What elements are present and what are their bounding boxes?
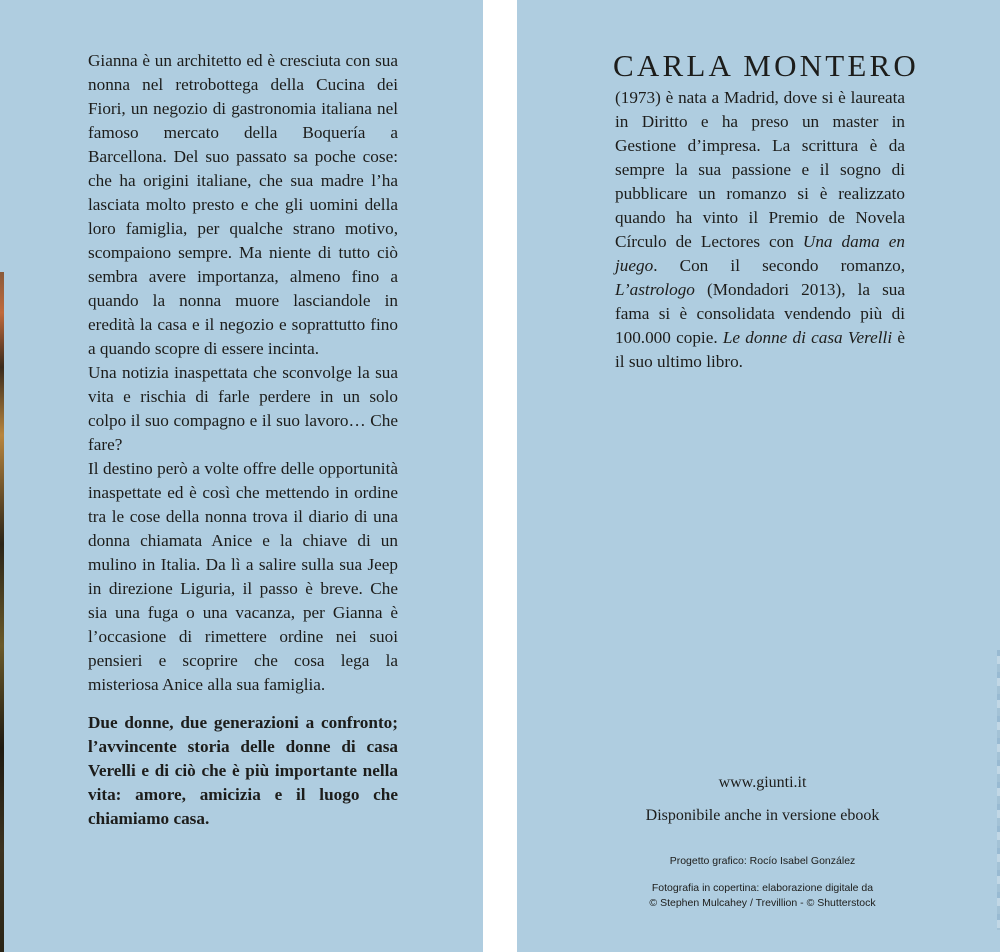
cover-photo-edge [0, 272, 4, 952]
synopsis-paragraph: Una notizia inaspettata che sconvolge la sua vita e rischia di farle perdere in un solo colpo il suo compagno e il suo lavoro… Che fare? [88, 363, 398, 454]
photo-credit-line: © Stephen Mulcahey / Trevillion - © Shutterstock [649, 897, 876, 909]
bio-text: (Mondadori 2013), la sua fama si è consolidata vendendo più di 100.000 copie. [615, 280, 905, 347]
synopsis-paragraph: Gianna è un architetto ed è cresciuta con sua nonna nel retrobottega della Cucina dei Fiori, un negozio di gastronomia italiana nel famoso mercato della Boquería a Barcellona. Del suo passato sa poche cose: che ha origini italiane, che sua madre l’ha lasciata molto presto e che gli uomini della loro famiglia, per qualche strano motivo, scompaiono sempre. Ma niente di tutto ciò sembra avere importanza, almeno fino a quando la nonna muore lasciandole in eredità la casa e il negozio e soprattutto fino a quando scopre di essere incinta. [88, 51, 398, 358]
author-name: CARLA MONTERO [613, 48, 919, 83]
synopsis [88, 49, 398, 831]
photo-credit-line: Fotografia in copertina: elaborazione digitale da [651, 882, 874, 894]
book-title: L’astrologo [615, 280, 695, 299]
synopsis-paragraph: Il destino però a volte offre delle opportunità inaspettate ed è così che mettendo in ordine tra le cose della nonna trova il diario di una donna chiamata Anice e la chiave di un mulino in Italia. Da lì a salire sulla sua Jeep in direzione Liguria, il passo è breve. Che sia una fuga o una vacanza, per Gianna è l’occasione di rimettere ordine nei suoi pensieri e scoprire che cosa lega la misteriosa Anice alla sua famiglia. [88, 459, 398, 694]
design-credit: Progetto grafico: Rocío Isabel González [669, 855, 856, 867]
photo-credit [517, 881, 1000, 911]
bio-text: (1973) è nata a Madrid, dove si è laureata in Diritto e ha preso un master in Gestione d’impresa. La scrittura è da sempre la sua passione e il sogno di pubblicare un romanzo si è realizzato quando ha vinto il Premio de Novela Círculo de Lectores con [615, 88, 905, 251]
synopsis-tagline: Due donne, due generazioni a confronto; l’avvincente storia delle donne di casa Verelli e di ciò che è più importante nella vita: amore, amicizia e il luogo che chiamiamo casa. [88, 713, 398, 828]
bio-text: . Con il secondo romanzo, [653, 256, 905, 275]
author-bio-paragraph [615, 86, 905, 374]
bio-text: è il suo ultimo libro. [615, 328, 905, 371]
publisher-website: www.giunti.it [718, 774, 807, 791]
author-bio [615, 86, 905, 374]
book-title: Una dama en juego [615, 232, 905, 275]
ebook-availability: Disponibile anche in versione ebook [645, 807, 880, 824]
book-title: Le donne di casa Verelli [722, 328, 893, 347]
